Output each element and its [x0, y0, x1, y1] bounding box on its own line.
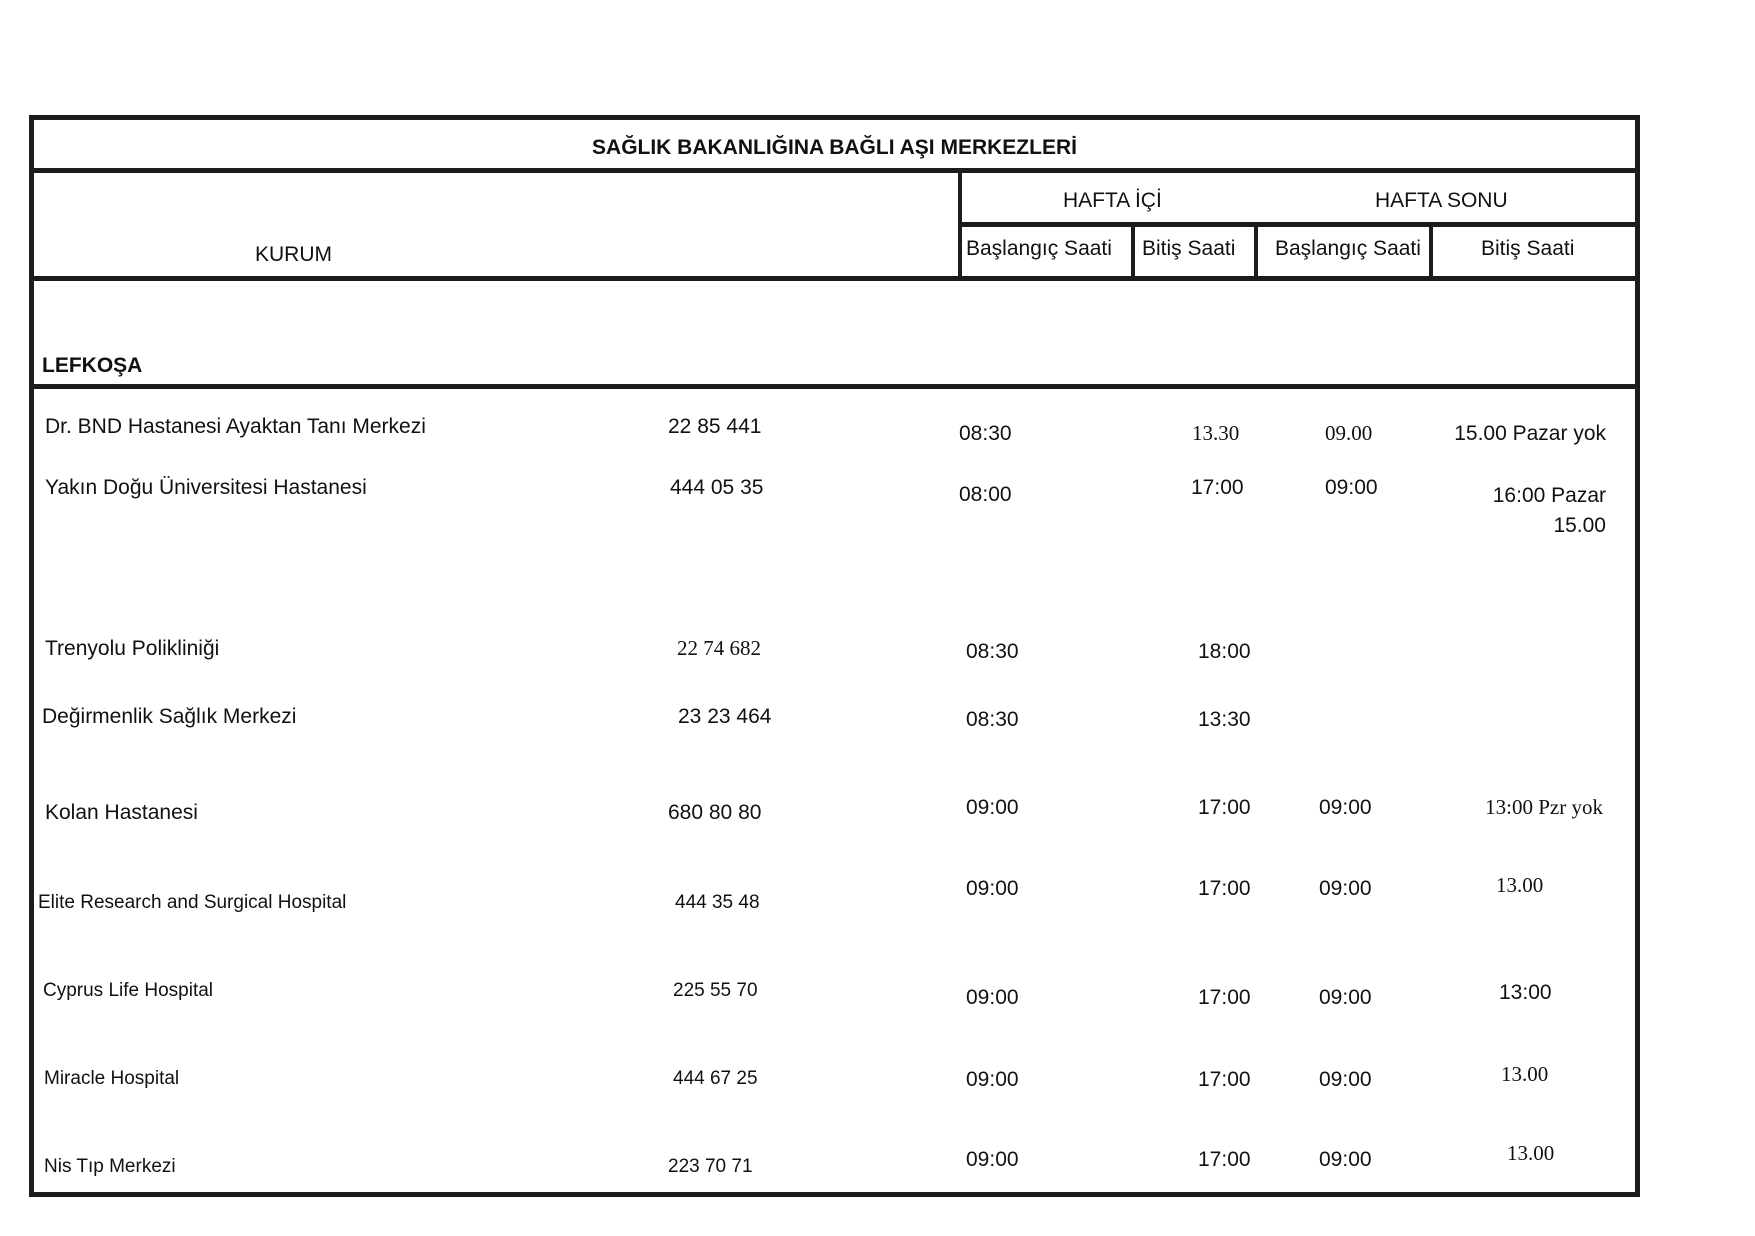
weekend-start: 09:00: [1325, 476, 1378, 499]
weekday-start: 09:00: [966, 1148, 1019, 1171]
center-phone: 444 05 35: [670, 476, 764, 499]
weekday-end: 13.30: [1192, 421, 1240, 445]
weekday-start-header: Başlangıç Saati: [966, 237, 1112, 260]
weekend-end: 13.00: [1501, 1062, 1549, 1086]
weekend-end: 13.00: [1496, 873, 1544, 897]
weekday-end: 17:00: [1198, 1148, 1251, 1171]
weekday-start: 08:30: [966, 640, 1019, 663]
divider: [29, 384, 1640, 389]
weekday-start: 08:00: [959, 483, 1012, 506]
center-phone: 22 85 441: [668, 415, 762, 438]
weekend-end: 13:00: [1499, 981, 1552, 1004]
weekday-end: 17:00: [1198, 986, 1251, 1009]
center-phone: 444 35 48: [675, 892, 760, 913]
center-name: Dr. BND Hastanesi Ayaktan Tanı Merkezi: [45, 415, 426, 438]
center-name: Trenyolu Polikliniği: [45, 637, 220, 660]
weekend-start: 09.00: [1325, 421, 1373, 445]
divider: [1131, 224, 1135, 280]
weekday-start: 08:30: [959, 422, 1012, 445]
center-name: Nis Tıp Merkezi: [44, 1156, 176, 1177]
divider: [1254, 224, 1258, 280]
weekend-end: 13:00 Pzr yok: [1485, 795, 1603, 819]
hafta-sonu-header: HAFTA SONU: [1375, 189, 1508, 212]
center-name: Miracle Hospital: [44, 1068, 180, 1089]
divider: [958, 170, 962, 280]
weekend-start-header: Başlangıç Saati: [1275, 237, 1421, 260]
center-phone: 444 67 25: [673, 1068, 758, 1089]
weekday-end-header: Bitiş Saati: [1142, 237, 1236, 260]
divider: [1429, 224, 1433, 280]
region-label: LEFKOŞA: [42, 354, 143, 377]
weekend-start: 09:00: [1319, 877, 1372, 900]
weekend-start: 09:00: [1319, 986, 1372, 1009]
divider: [29, 276, 1640, 281]
center-phone: 223 70 71: [668, 1156, 753, 1177]
weekday-end: 17:00: [1191, 476, 1244, 499]
divider: [959, 222, 1640, 227]
weekday-end: 17:00: [1198, 796, 1251, 819]
center-name: Değirmenlik Sağlık Merkezi: [42, 705, 297, 728]
weekday-start: 09:00: [966, 1068, 1019, 1091]
weekday-start: 09:00: [966, 796, 1019, 819]
weekday-start: 08:30: [966, 708, 1019, 731]
weekend-start: 09:00: [1319, 796, 1372, 819]
weekend-end-header: Bitiş Saati: [1481, 237, 1575, 260]
weekday-end: 17:00: [1198, 877, 1251, 900]
weekday-start: 09:00: [966, 986, 1019, 1009]
divider: [29, 168, 1640, 173]
weekend-end: 16:00 Pazar: [1492, 484, 1606, 507]
weekend-end: 13.00: [1507, 1141, 1555, 1165]
table-title: SAĞLIK BAKANLIĞINA BAĞLI AŞI MERKEZLERİ: [592, 136, 1077, 159]
weekend-start: 09:00: [1319, 1148, 1372, 1171]
weekday-end: 17:00: [1198, 1068, 1251, 1091]
center-name: Cyprus Life Hospital: [43, 980, 214, 1001]
kurum-header: KURUM: [255, 243, 332, 266]
hafta-ici-header: HAFTA İÇİ: [1063, 189, 1162, 212]
center-name: Kolan Hastanesi: [45, 801, 198, 824]
center-phone: 23 23 464: [678, 705, 772, 728]
weekday-end: 13:30: [1198, 708, 1251, 731]
center-name: Elite Research and Surgical Hospital: [38, 892, 347, 913]
center-phone: 22 74 682: [677, 636, 761, 660]
weekend-start: 09:00: [1319, 1068, 1372, 1091]
center-phone: 225 55 70: [673, 980, 758, 1001]
center-phone: 680 80 80: [668, 801, 762, 824]
weekend-end-sunday: 15.00: [1553, 514, 1606, 537]
weekday-end: 18:00: [1198, 640, 1251, 663]
weekend-end: 15.00 Pazar yok: [1454, 422, 1606, 445]
weekday-start: 09:00: [966, 877, 1019, 900]
center-name: Yakın Doğu Üniversitesi Hastanesi: [45, 476, 367, 499]
